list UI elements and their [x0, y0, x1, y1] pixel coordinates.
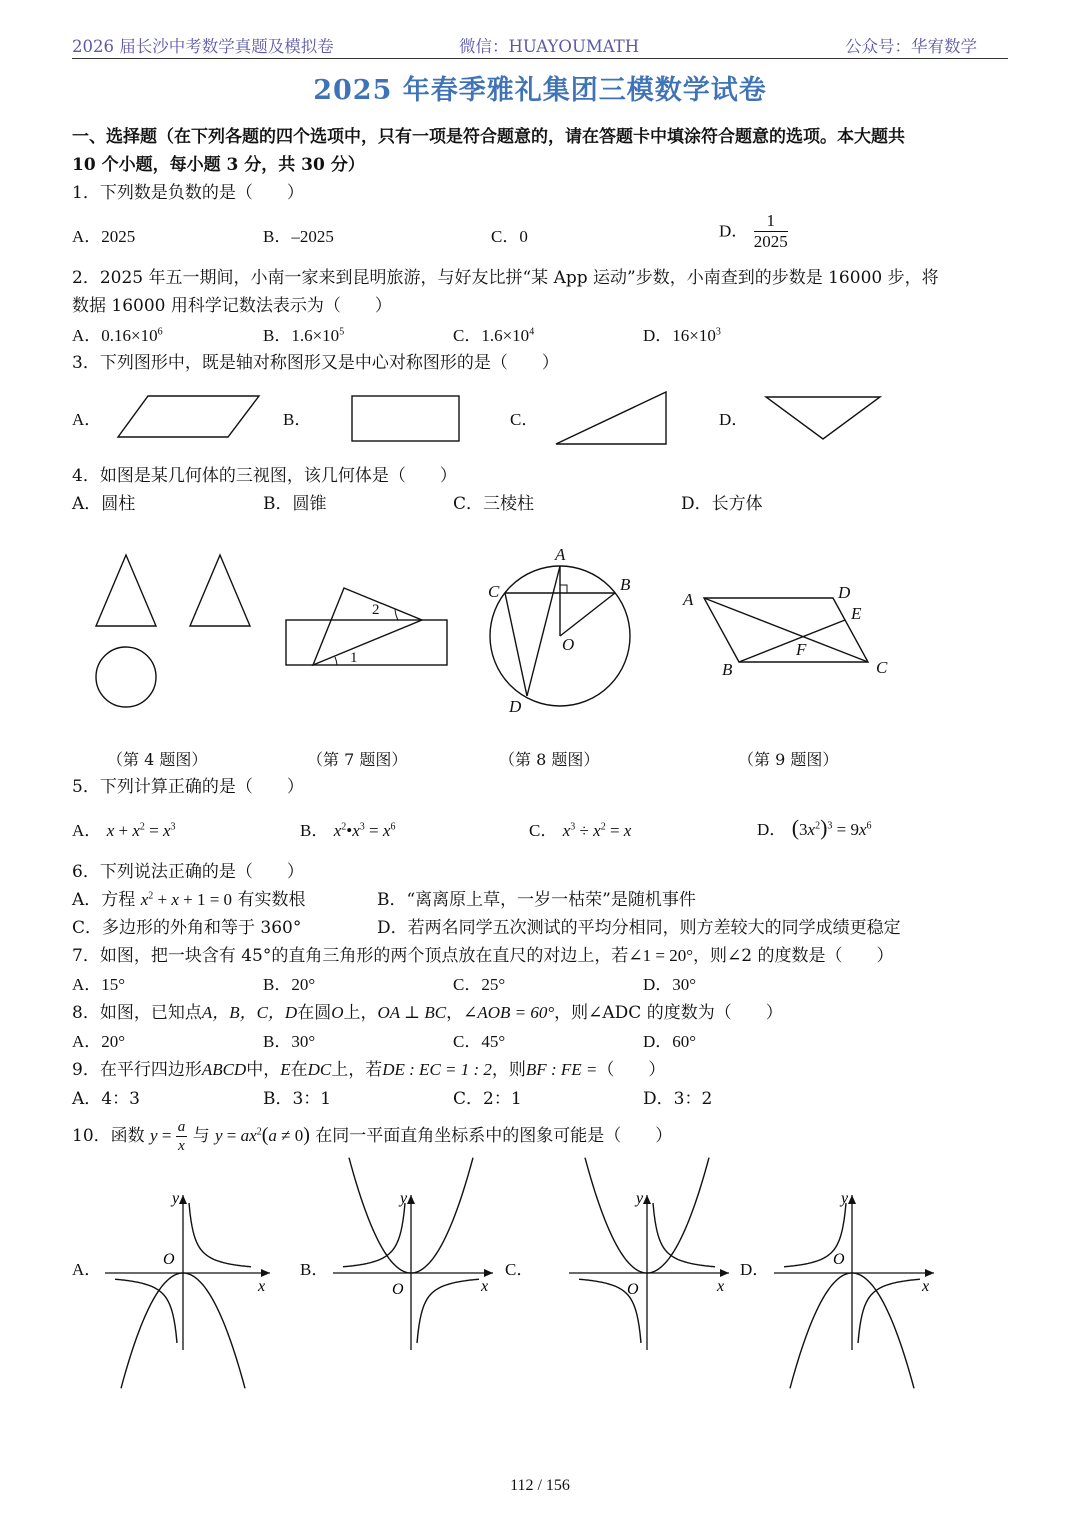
- fig8-label-b: B: [620, 575, 631, 594]
- q9-abcd: ABCD: [201, 1060, 247, 1079]
- q8-cond1: OA ⊥ BC: [377, 1003, 447, 1022]
- q7-post: ，则∠2 的度数是（ ）: [693, 946, 894, 966]
- hyperbola-branch: [115, 1279, 177, 1343]
- q7-option-d: D．30°: [643, 975, 697, 994]
- x-axis-label: x: [481, 1278, 489, 1295]
- caption-fig9: （第 9 题图）: [738, 750, 839, 769]
- q9-mid3: 上，若: [331, 1060, 383, 1080]
- q5-option-c: C． $x^3 \div x^2 = x$: [529, 821, 632, 840]
- q5-d-label: D．: [757, 820, 787, 839]
- q6-option-c: C．多边形的外角和等于 360°: [72, 918, 302, 938]
- q10-post: 在同一平面直角坐标系中的图象可能是（ ）: [315, 1126, 673, 1146]
- q7-option-b: B．20°: [263, 975, 316, 994]
- q3-stem: 3．下列图形中，既是轴对称图形又是中心对称图形的是（ ）: [72, 353, 559, 373]
- q1-d-numerator: 1: [754, 211, 788, 232]
- q8-option-d: D．60°: [643, 1032, 697, 1051]
- origin-label: O: [627, 1281, 639, 1298]
- q9-ask: BF : FE =: [525, 1060, 598, 1079]
- q10-graph-d: [774, 1190, 934, 1388]
- q10-graph-b: [333, 1158, 493, 1350]
- q6-option-d: D．若两名同学五次测试的平均分相同，则方差较大的同学成绩更稳定: [377, 918, 901, 938]
- q6-a-post: 有实数根: [232, 890, 306, 910]
- q10-graph-a: [105, 1190, 270, 1388]
- q10-stem: 10．函数 y = $\frac{a}{x}$ 与 $y = ax^2(a \ne 0)$ 在同一平面直角坐标系中的图象可能是（ ）: [72, 1119, 673, 1154]
- q2-d-exp: 3: [715, 326, 721, 338]
- q10-mid: 与: [192, 1126, 210, 1146]
- caption-fig7: （第 7 题图）: [307, 750, 408, 769]
- q7-pre: 7．如图，把一块含有 45°的直角三角形的两个顶点放在直尺的对边上，若: [72, 946, 629, 966]
- q7-mid: ∠1 = 20°: [628, 946, 693, 965]
- q10-label-c: C．: [505, 1260, 534, 1279]
- q9-mid2: 在: [290, 1060, 308, 1080]
- fig8-label-c: C: [488, 582, 500, 601]
- q5-a-expr: x: [106, 821, 115, 840]
- hyperbola-branch: [858, 1279, 920, 1343]
- q8-mid2: 在圆: [297, 1003, 332, 1023]
- section-heading-line1: 一、选择题（在下列各题的四个选项中，只有一项是符合题意的，请在答题卡中填涂符合题意的选项。本大题共: [72, 127, 905, 147]
- q8-circle-o: O: [331, 1003, 344, 1022]
- q6-a-pre: A．方程: [72, 890, 141, 910]
- fig8-label-a: A: [555, 545, 566, 564]
- caption-fig4: （第 4 题图）: [107, 750, 208, 769]
- x-axis-label: x: [258, 1278, 266, 1295]
- y-axis-label: y: [841, 1190, 849, 1207]
- q1-option-b: B．–2025: [263, 227, 334, 246]
- q6-option-a: A．方程 $x^2 + x + 1 = 0$ 有实数根: [72, 890, 306, 910]
- q1-option-c: C．0: [491, 227, 528, 246]
- q10-graph-c: [569, 1158, 729, 1350]
- q10-label-a: A．: [72, 1260, 102, 1279]
- q9-ratio: DE : EC = 1 : 2: [382, 1060, 492, 1079]
- x-axis-label: x: [717, 1278, 725, 1295]
- header-right: 公众号：华宥数学: [845, 37, 977, 56]
- q5-b-label: B．: [300, 821, 329, 840]
- q5-c-label: C．: [529, 821, 558, 840]
- origin-label: O: [163, 1251, 175, 1268]
- q8-points: A，B，C，D: [201, 1003, 298, 1022]
- header-left: 2026 届长沙中考数学真题及模拟卷: [72, 37, 334, 56]
- q2-a-exp: 6: [157, 326, 163, 338]
- q8-option-c: C．45°: [453, 1032, 506, 1051]
- q3-label-c: C．: [510, 410, 539, 429]
- origin-label: O: [392, 1281, 404, 1298]
- q5-option-d: D． $(3x^2)^3 = 9x^6$: [757, 815, 872, 840]
- page-number: 112 / 156: [510, 1477, 570, 1494]
- fig9-label-a: A: [683, 590, 694, 609]
- q8-mid3: 上，: [343, 1003, 378, 1023]
- page-title: 2025 年春季雅礼集团三模数学试卷: [313, 75, 767, 106]
- fig8-label-o: O: [562, 635, 575, 654]
- q6-stem: 6．下列说法正确的是（ ）: [72, 862, 304, 882]
- q9-option-b: B．3：1: [263, 1089, 332, 1109]
- q2-line1: 2．2025 年五一期间，小南一家来到昆明旅游，与好友比拼“某 App 运动”步数，小南查到的步数是 16000 步，将: [72, 268, 939, 288]
- fig9-label-b: B: [722, 660, 733, 679]
- q8-pre: 8．如图，已知点: [72, 1003, 202, 1023]
- q10-label-d: D．: [740, 1260, 770, 1279]
- hyperbola-branch: [343, 1203, 405, 1267]
- q6-option-b: B．“离离原上草，一岁一枯荣”是随机事件: [377, 890, 696, 910]
- q9-option-a: A．4：3: [72, 1089, 140, 1109]
- q8-sep: ，: [446, 1003, 464, 1023]
- y-axis-label: y: [172, 1190, 180, 1207]
- hyperbola-branch: [189, 1203, 251, 1267]
- q1-option-a: A．2025: [72, 227, 136, 246]
- q2-c-base: 1.6×10: [481, 326, 530, 345]
- q8-post: ，则∠ADC 的度数为（ ）: [554, 1003, 783, 1023]
- fig7-angle-1: 1: [350, 650, 358, 666]
- q10-label-b: B．: [300, 1260, 329, 1279]
- q9-option-c: C．2：1: [453, 1089, 522, 1109]
- header-center: 微信：HUAYOUMATH: [459, 37, 640, 56]
- q4-option-b: B．圆锥: [263, 494, 327, 514]
- q9-mid4: ，则: [491, 1060, 526, 1080]
- q7-option-a: A．15°: [72, 975, 126, 994]
- q2-b-exp: 5: [339, 326, 345, 338]
- q2-d-base: 16×10: [672, 326, 716, 345]
- fig9-label-f: F: [796, 640, 807, 659]
- q2-a-base: 0.16×10: [101, 326, 158, 345]
- fig8-label-d: D: [509, 697, 522, 716]
- section-heading-line2: 10 个小题，每小题 3 分，共 30 分）: [72, 155, 365, 175]
- fig7-angle-2: 2: [372, 602, 380, 618]
- hyperbola-branch: [417, 1279, 479, 1343]
- q8-option-b: B．30°: [263, 1032, 316, 1051]
- q2-a-label: A．: [72, 326, 102, 345]
- q2-d-label: D．: [643, 326, 673, 345]
- q2-c-label: C．: [453, 326, 482, 345]
- hyperbola-branch: [653, 1203, 715, 1267]
- y-axis-label: y: [400, 1190, 408, 1207]
- q9-pre: 9．在平行四边形: [72, 1060, 202, 1080]
- q4-option-a: A．圆柱: [72, 494, 136, 514]
- q2-line2: 数据 16000 用科学记数法表示为（ ）: [72, 296, 392, 316]
- q2-b-label: B．: [263, 326, 292, 345]
- q1-d-denominator: 2025: [753, 232, 788, 251]
- q8-option-a: A．20°: [72, 1032, 126, 1051]
- q9-option-d: D．3：2: [643, 1089, 713, 1109]
- origin-label: O: [833, 1251, 845, 1268]
- q5-option-b: B． $x^2•x^3 = x^6$: [300, 821, 396, 840]
- caption-fig8: （第 8 题图）: [499, 750, 600, 769]
- q3-label-a: A．: [72, 410, 102, 429]
- q9-mid: 中，: [246, 1060, 281, 1080]
- q7-option-c: C．25°: [453, 975, 506, 994]
- q5-stem: 5．下列计算正确的是（ ）: [72, 777, 304, 797]
- q1-stem: 1．下列数是负数的是（ ）: [72, 183, 304, 203]
- q10-pre: 10．函数: [72, 1126, 145, 1146]
- q8-cond2: ∠AOB = 60°: [463, 1003, 555, 1022]
- y-axis-label: y: [636, 1190, 644, 1207]
- q4-stem: 4．如图是某几何体的三视图，该几何体是（ ）: [72, 466, 457, 486]
- q9-dc: DC: [307, 1060, 332, 1079]
- q3-label-b: B．: [283, 410, 312, 429]
- fig9-label-c: C: [876, 658, 888, 677]
- q5-a-label: A．: [72, 821, 102, 840]
- q1-option-d-label: D．: [719, 221, 749, 241]
- x-axis-label: x: [922, 1278, 930, 1295]
- q3-label-d: D．: [719, 410, 749, 429]
- fig9-label-e: E: [851, 604, 862, 623]
- fig9-label-d: D: [838, 583, 851, 602]
- q4-option-d: D．长方体: [681, 494, 763, 514]
- q9-post: （ ）: [597, 1060, 666, 1080]
- q5-option-a: A． $x + x^2 = x^3$: [72, 821, 176, 840]
- q4-option-c: C．三棱柱: [453, 494, 535, 514]
- q9-e: E: [280, 1060, 291, 1079]
- q2-b-base: 1.6×10: [291, 326, 340, 345]
- q2-c-exp: 4: [529, 326, 535, 338]
